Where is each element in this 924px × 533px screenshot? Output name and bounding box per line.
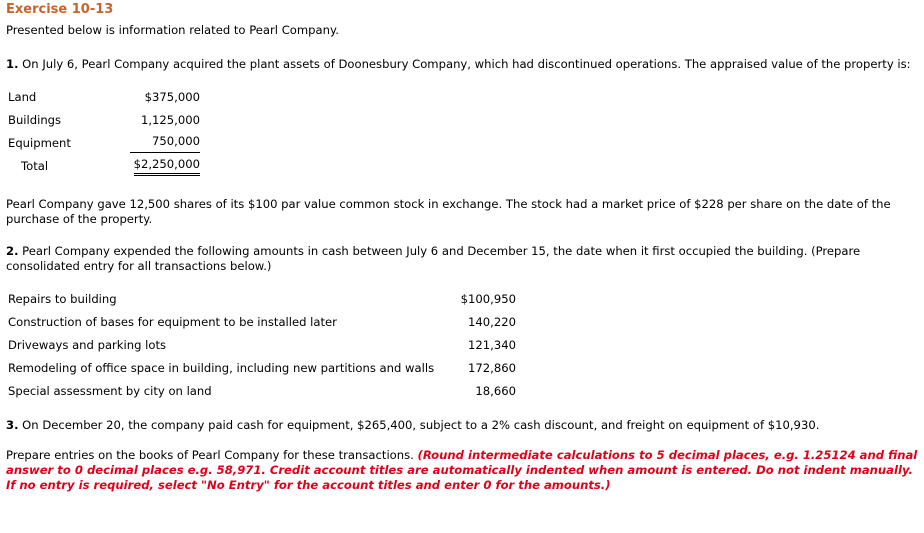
item-3: [6, 418, 918, 433]
row-label: Special assessment by city on land: [8, 384, 212, 398]
exercise-page: [0, 1, 924, 493]
row-label: Driveways and parking lots: [8, 338, 167, 352]
table-row: [8, 109, 200, 132]
row-label: Land: [8, 90, 37, 104]
row-label: Buildings: [8, 113, 62, 127]
row-label: Repairs to building: [8, 292, 117, 306]
row-amount: 121,340: [468, 338, 516, 352]
item-2-number: 2.: [6, 244, 19, 258]
row-amount: 1,125,000: [140, 113, 200, 127]
row-label: Construction of bases for equipment to be installed later: [8, 315, 337, 329]
item-1-text: On July 6, Pearl Company acquired the plant assets of Doonesbury Company, which had discontinued operations. The appraised value of the property is:: [18, 57, 911, 71]
total-label: Total: [21, 159, 49, 173]
expenditures-table: [8, 288, 516, 403]
row-amount: 140,220: [468, 315, 516, 329]
prepare-instructions: [6, 448, 918, 493]
table-row: [8, 132, 200, 155]
item-2: [6, 244, 918, 274]
prepare-text: Prepare entries on the books of Pearl Company for these transactions.: [6, 448, 418, 462]
row-label: Remodeling of office space in building, including new partitions and walls: [8, 361, 435, 375]
intro-text: Presented below is information related to Pearl Company.: [6, 23, 339, 37]
item-2-text: Pearl Company expended the following amounts in cash between July 6 and December 15, the date when it first occupied the building. (Prepare consolidated entry for all transactions below.): [6, 244, 861, 273]
total-amount: $2,250,000: [134, 157, 200, 176]
table-row: [8, 288, 516, 311]
row-amount: $375,000: [144, 90, 200, 104]
table-row: [8, 311, 516, 334]
table-row: [8, 334, 516, 357]
rounding-instructions: (Round intermediate calculations to 5 decimal places, e.g. 1.25124 and final answer to 0 decimal places e.g. 58,971. Credit account titles are automatically indented when amount is entered. Do not indent manually. If no entry is required, select "No Entry" for the account titles and enter 0 for the amounts.): [6, 448, 918, 492]
total-row: [8, 155, 200, 178]
row-label: Equipment: [8, 136, 71, 150]
table-row: [8, 86, 200, 109]
table-row: [8, 380, 516, 403]
row-amount: 750,000: [130, 134, 200, 153]
exercise-title: Exercise 10-13: [6, 2, 114, 17]
table-row: [8, 357, 516, 380]
item-1: [6, 57, 918, 72]
item-1-number: 1.: [6, 57, 19, 71]
row-amount: $100,950: [460, 292, 516, 306]
appraised-values-table: [8, 86, 200, 178]
shares-text: Pearl Company gave 12,500 shares of its $100 par value common stock in exchange. The stock had a market price of $228 per share on the date of the purchase of the property.: [6, 197, 891, 226]
row-amount: 172,860: [468, 361, 516, 375]
row-amount: 18,660: [475, 384, 516, 398]
item-3-number: 3.: [6, 418, 19, 432]
item-3-text: On December 20, the company paid cash for equipment, $265,400, subject to a 2% cash discount, and freight on equipment of $10,930.: [18, 418, 820, 432]
